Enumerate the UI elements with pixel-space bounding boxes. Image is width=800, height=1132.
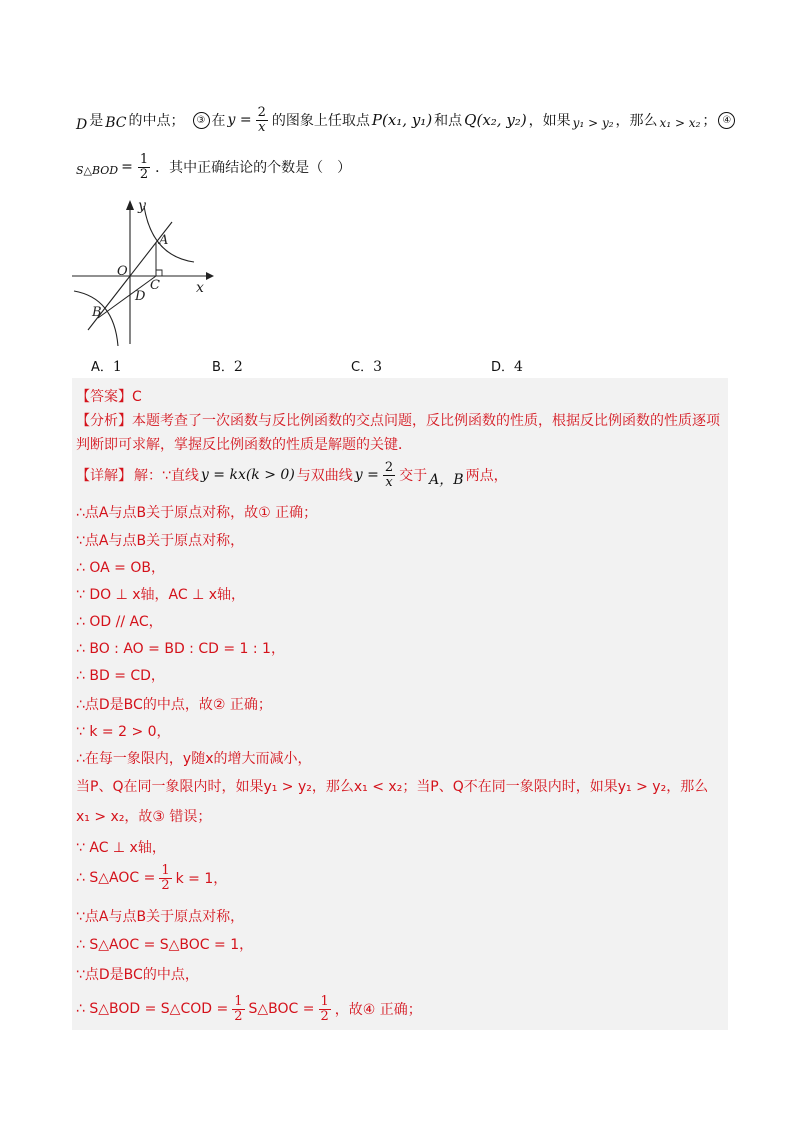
fraction-denominator: x bbox=[258, 119, 266, 135]
area-boc-mid: S△BOC = bbox=[248, 1001, 315, 1017]
hyperbola-fraction bbox=[383, 461, 395, 489]
option-a-letter: A． bbox=[91, 360, 113, 375]
fraction-denominator: x bbox=[385, 474, 393, 490]
label-b: B bbox=[92, 305, 102, 320]
label-y: y bbox=[138, 198, 146, 214]
option-d-letter: D． bbox=[491, 360, 515, 375]
label-o: O bbox=[117, 264, 128, 279]
option-a[interactable] bbox=[91, 356, 122, 375]
area-bod-prefix: ∴ S△BOD = S△COD = bbox=[76, 1001, 229, 1017]
question-line-2 bbox=[76, 150, 351, 184]
segment-bc bbox=[98, 276, 156, 318]
fraction-denominator: 2 bbox=[320, 1008, 329, 1024]
midpoint-text: 的中点； bbox=[128, 113, 185, 129]
function-graph-figure bbox=[68, 196, 218, 346]
step-15: ∵点A与点B关于原点对称， bbox=[76, 909, 245, 925]
equals-sign: = bbox=[121, 159, 133, 175]
option-d[interactable] bbox=[491, 356, 523, 375]
right-angle-mark bbox=[156, 270, 162, 276]
label-c: C bbox=[150, 278, 160, 293]
option-a-value: 1 bbox=[112, 359, 122, 375]
step-1: ∴点A与点B关于原点对称，故① 正确； bbox=[76, 505, 318, 521]
fraction-numerator: 1 bbox=[161, 862, 170, 878]
question-line-1 bbox=[76, 104, 735, 136]
detail-text-b: 与双曲线 bbox=[296, 468, 353, 484]
answer-heading: 【答案】C bbox=[76, 389, 142, 405]
step-16: ∴ S△AOC = S△BOC = 1， bbox=[76, 937, 254, 953]
detail-label: 【详解】 bbox=[76, 468, 132, 484]
point-d-label: D bbox=[76, 117, 88, 133]
question-stem-end: ．其中正确结论的个数是（ ） bbox=[155, 160, 352, 176]
option-c-letter: C． bbox=[351, 360, 374, 375]
step-8: ∴点D是BC的中点，故② 正确； bbox=[76, 697, 272, 713]
fraction-numerator: 1 bbox=[234, 993, 243, 1009]
detail-text-c: 交于 bbox=[399, 468, 428, 484]
y-equals: y = bbox=[227, 112, 252, 128]
step-3: ∴ OA = OB， bbox=[76, 560, 165, 576]
point-p: P(x₁, y₁) bbox=[371, 111, 433, 129]
step-9: ∵ k = 2 > 0， bbox=[76, 724, 171, 740]
point-q: Q(x₂, y₂) bbox=[464, 111, 527, 129]
step-11: 当P、Q在同一象限内时，如果y₁ > y₂，那么x₁ < x₂；当P、Q不在同一象限内时，如果y₁ > y₂，那么 bbox=[76, 779, 709, 795]
if-text: ，如果 bbox=[528, 113, 571, 129]
fraction-denominator: 2 bbox=[161, 877, 170, 893]
step-17: ∵点D是BC的中点， bbox=[76, 967, 199, 983]
fraction-one-half bbox=[319, 995, 331, 1023]
fraction-numerator: 1 bbox=[139, 151, 149, 167]
step-4: ∵ DO ⊥ x轴，AC ⊥ x轴， bbox=[76, 587, 246, 603]
option-b-value: 2 bbox=[233, 359, 243, 375]
conclusion-x: x₁ > x₂ bbox=[659, 116, 701, 130]
fraction-2-over-x bbox=[256, 106, 268, 134]
step-13: ∵ AC ⊥ x轴， bbox=[76, 840, 166, 856]
step-5: ∴ OD // AC， bbox=[76, 614, 163, 630]
fraction-numerator: 1 bbox=[320, 993, 329, 1009]
fraction-numerator: 2 bbox=[257, 104, 266, 120]
text-is: 是 bbox=[89, 113, 104, 129]
graph-text: 的图象上任取点 bbox=[271, 113, 370, 129]
circle-3-marker: ③ bbox=[193, 112, 210, 129]
fraction-one-half bbox=[138, 153, 150, 181]
fraction-numerator: 2 bbox=[384, 459, 394, 475]
step-14 bbox=[76, 862, 227, 894]
step-7: ∴ BD = CD， bbox=[76, 668, 165, 684]
line-equation: y = kx(k > 0) bbox=[200, 467, 295, 483]
analysis-line-1: 【分析】本题考查了一次函数与反比例函数的交点问题，反比例函数的性质，根据反比例函数的性质逐项 bbox=[76, 413, 720, 429]
area-bod-label: S△BOD bbox=[76, 163, 119, 177]
segment-bc-label: BC bbox=[105, 115, 127, 131]
option-d-value: 4 bbox=[514, 359, 523, 375]
area-aoc-prefix: ∴ S△AOC = bbox=[76, 870, 156, 886]
condition-y: y₁ > y₂ bbox=[572, 116, 614, 130]
area-bod-suffix: ，故④ 正确； bbox=[334, 1002, 422, 1018]
label-d: D bbox=[135, 289, 146, 304]
fraction-one-half bbox=[159, 864, 171, 892]
step-10: ∴在每一象限内，y随x的增大而减小， bbox=[76, 751, 312, 767]
option-b-letter: B． bbox=[212, 360, 234, 375]
detail-text-a: 解：∵直线 bbox=[134, 468, 199, 484]
detail-intro bbox=[76, 460, 508, 490]
fraction-denominator: 2 bbox=[234, 1008, 243, 1024]
step-6: ∴ BO : AO = BD : CD = 1 : 1， bbox=[76, 641, 285, 657]
and-point-text: 和点 bbox=[434, 113, 463, 129]
step-18 bbox=[76, 992, 422, 1026]
circle-4-marker: ④ bbox=[718, 112, 735, 129]
step-12: x₁ > x₂，故③ 错误； bbox=[76, 809, 212, 825]
option-b[interactable] bbox=[212, 356, 243, 375]
option-c-value: 3 bbox=[373, 359, 382, 375]
area-aoc-suffix: k = 1， bbox=[175, 871, 228, 887]
y-axis-arrow bbox=[126, 200, 134, 210]
points-ab: A，B bbox=[429, 472, 464, 488]
analysis-line-2: 判断即可求解，掌握反比例函数的性质是解题的关键． bbox=[76, 437, 412, 453]
detail-text-d: 两点， bbox=[465, 468, 508, 484]
fraction-denominator: 2 bbox=[139, 166, 149, 182]
on-graph-prefix: 在 bbox=[211, 113, 226, 129]
label-a: A bbox=[159, 233, 169, 248]
hyperbola-branch-q1 bbox=[144, 206, 194, 262]
hyperbola-y: y = bbox=[354, 467, 379, 483]
step-2: ∵点A与点B关于原点对称， bbox=[76, 533, 245, 549]
option-c[interactable] bbox=[351, 356, 382, 375]
x-axis-arrow bbox=[206, 272, 214, 280]
then-text: ，那么 bbox=[615, 113, 658, 129]
fraction-one-half bbox=[232, 995, 244, 1023]
label-x: x bbox=[196, 280, 204, 296]
semicolon: ； bbox=[702, 113, 717, 129]
